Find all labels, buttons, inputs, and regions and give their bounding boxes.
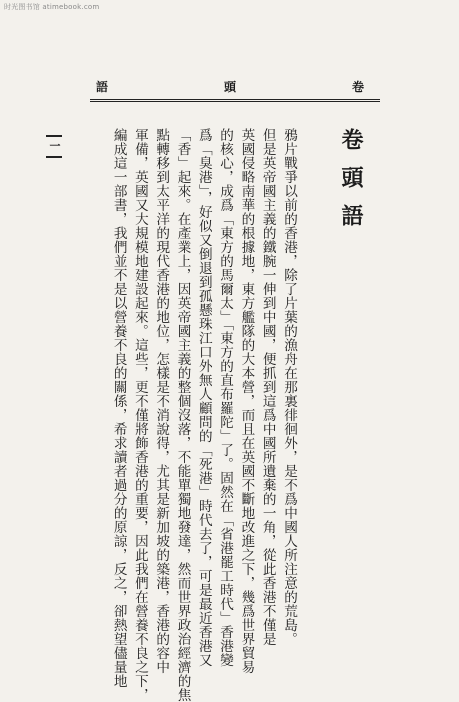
running-header (90, 78, 380, 96)
page-title: 卷頭語 (338, 128, 364, 242)
header-rule (90, 99, 380, 100)
header-center-char: 頭 (224, 80, 237, 94)
header-right-char: 卷 (352, 80, 365, 94)
header-rule-double (90, 101, 380, 102)
body-paragraph: 鴉片戰爭以前的香港，除了片葉的漁舟在那裏徘徊外，是不爲中國人所注意的荒島。 但是英帝國主義的鐵腕一伸到中國，便抓到這爲中國所遺棄的一角，從此香港不僅是 英國侵略南華的根據地，東方艦隊的大本營，而且在英國不斷地改進之下，幾爲世界貿易 的核心，成爲「東方的馬爾太」「東方的直布羅陀」了。固然在「省港罷工時代」香港變 爲「臭港」，好似又倒退到孤懸珠江口外無人顧問的「死港」時代去了，可是最近香港又 「香」起來。在產業上，因英帝國主義的整個沒落，不能單獨地發達，然而世界政治經濟的焦 點轉移到太平洋的現代香港的地位，怎樣是不消說得，尤其是新加坡的築港，香港的容中 軍備，英國又大規模地建設起來。這些，更不僅將飾香港的重要，因此我們在營養不良之下， 編成這一部書，我們並不是以營養不良的關係，希求讀者過分的原諒，反之，卻熱望儘量地 (110, 128, 297, 702)
page-number: 一 (46, 135, 62, 158)
watermark-text: 时光图书馆 atimebook.com (4, 3, 100, 11)
header-left-char: 語 (96, 80, 109, 94)
